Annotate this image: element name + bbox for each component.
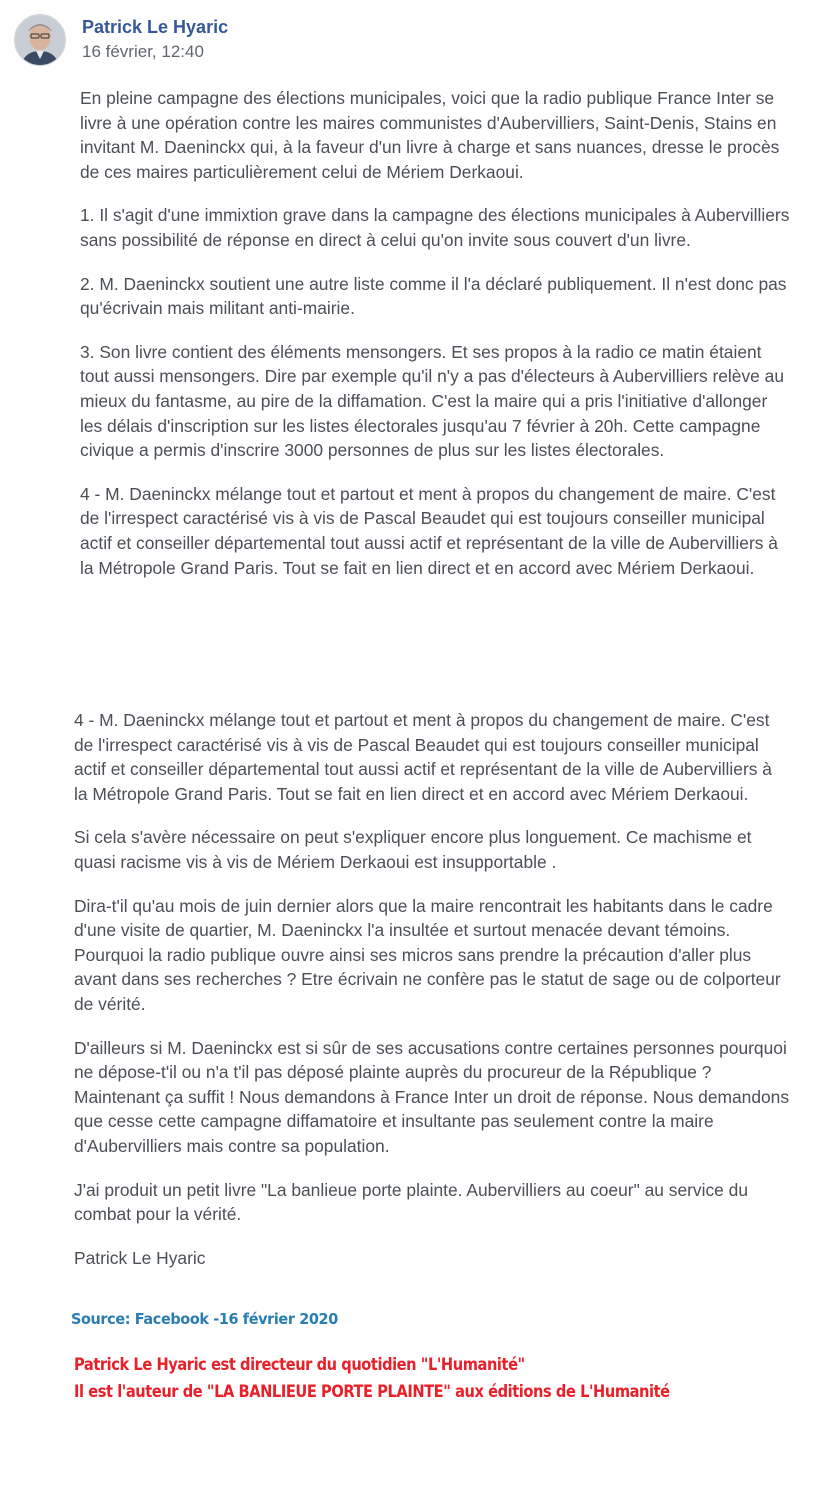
source-caption: Source: Facebook -16 février 2020 bbox=[71, 1310, 338, 1328]
author-note-line: Il est l'auteur de "LA BANLIEUE PORTE PLAINTE" aux éditions de L'Humanité bbox=[74, 1382, 670, 1402]
post-paragraph: 4 - M. Daeninckx mélange tout et partout et ment à propos du changement de maire. C'est de l'irrespect caractérisé vis à vis de Pascal Beaudet qui est toujours conseiller municipal actif et conseiller départemental tout aussi actif et représentant de la ville de Aubervilliers à la Métropole Grand Paris. Tout se fait en lien direct et en accord avec Mériem Derkaoui. bbox=[74, 710, 772, 804]
post-paragraph: Dira-t'il qu'au mois de juin dernier alors que la maire rencontrait les habitants dans le cadre d'une visite de quartier, M. Daeninckx l'a insultée et surtout menacée devant témoins. Pourquoi la radio publique ouvre ainsi ses micros sans prendre la précaution d'aller plus avant dans ses recherches ? Etre écrivain ne confère pas le statut de sage ou de colporteur de vérité. bbox=[74, 895, 781, 1014]
post-paragraph: En pleine campagne des élections municipales, voici que la radio publique France Inter se livre à une opération contre les maires communistes d'Aubervilliers, Saint-Denis, Stains en invitant M. Daeninckx qui, à la faveur d'un livre à charge et sans nuances, dresse le procès de ces maires particulièrement celui de Mériem Derkaoui. bbox=[80, 88, 780, 182]
post-body bbox=[80, 86, 790, 599]
post-meta bbox=[82, 16, 228, 63]
post-timestamp-link[interactable]: 16 février, 12:40 bbox=[82, 42, 204, 61]
post-paragraph: Si cela s'avère nécessaire on peut s'expliquer encore plus longuement. Ce machisme et quasi racisme vis à vis de Mériem Derkaoui est insupportable . bbox=[74, 827, 752, 872]
author-note bbox=[74, 1352, 670, 1406]
post-paragraph: 3. Son livre contient des éléments mensongers. Et ses propos à la radio ce matin étaient tout aussi mensongers. Dire par exemple qu'il n'y a pas d'électeurs à Aubervilliers relève au mieux du fantasme, au pire de la diffamation. C'est la maire qui a pris l'initiative d'allonger les délais d'inscription sur les listes électorales jusqu'au 7 février à 20h. Cette campagne civique a permis d'inscrire 3000 personnes de plus sur les listes électorales. bbox=[80, 341, 785, 461]
author-name-link[interactable]: Patrick Le Hyaric bbox=[82, 17, 229, 37]
post-paragraph: 1. Il s'agit d'une immixtion grave dans la campagne des élections municipales à Aubervilliers sans possibilité de réponse en direct à celui qu'on invite sous couvert d'un livre. bbox=[80, 205, 790, 250]
author-note-line: Patrick Le Hyaric est directeur du quotidien "L'Humanité" bbox=[74, 1355, 525, 1375]
post-body-continued bbox=[74, 708, 790, 1289]
post-paragraph: J'ai produit un petit livre "La banlieue porte plainte. Aubervilliers au coeur" au service du combat pour la vérité. bbox=[74, 1179, 749, 1225]
avatar[interactable] bbox=[14, 14, 66, 66]
post-paragraph: 2. M. Daeninckx soutient une autre liste comme il l'a déclaré publiquement. Il n'est donc pas qu'écrivain mais militant anti-mairie. bbox=[80, 273, 787, 319]
post-header bbox=[14, 14, 228, 66]
post-paragraph: D'ailleurs si M. Daeninckx est si sûr de ses accusations contre certaines personnes pourquoi ne dépose-t'il ou n'a t'il pas déposé plainte auprès du procureur de la République ? Maintenant ça suffit ! Nous demandons à France Inter un droit de réponse. Nous demandons que cesse cette campagne diffamatoire et insultante pas seulement contre la maire d'Aubervilliers mais contre sa population. bbox=[74, 1037, 790, 1156]
profile-photo-icon bbox=[15, 15, 65, 65]
post-signature: Patrick Le Hyaric bbox=[74, 1247, 206, 1268]
post-paragraph: 4 - M. Daeninckx mélange tout et partout et ment à propos du changement de maire. C'est de l'irrespect caractérisé vis à vis de Pascal Beaudet qui est toujours conseiller municipal actif et conseiller départemental tout aussi actif et représentant de la ville de Aubervilliers à la Métropole Grand Paris. Tout se fait en lien direct et en accord avec Mériem Derkaoui. bbox=[80, 483, 778, 578]
